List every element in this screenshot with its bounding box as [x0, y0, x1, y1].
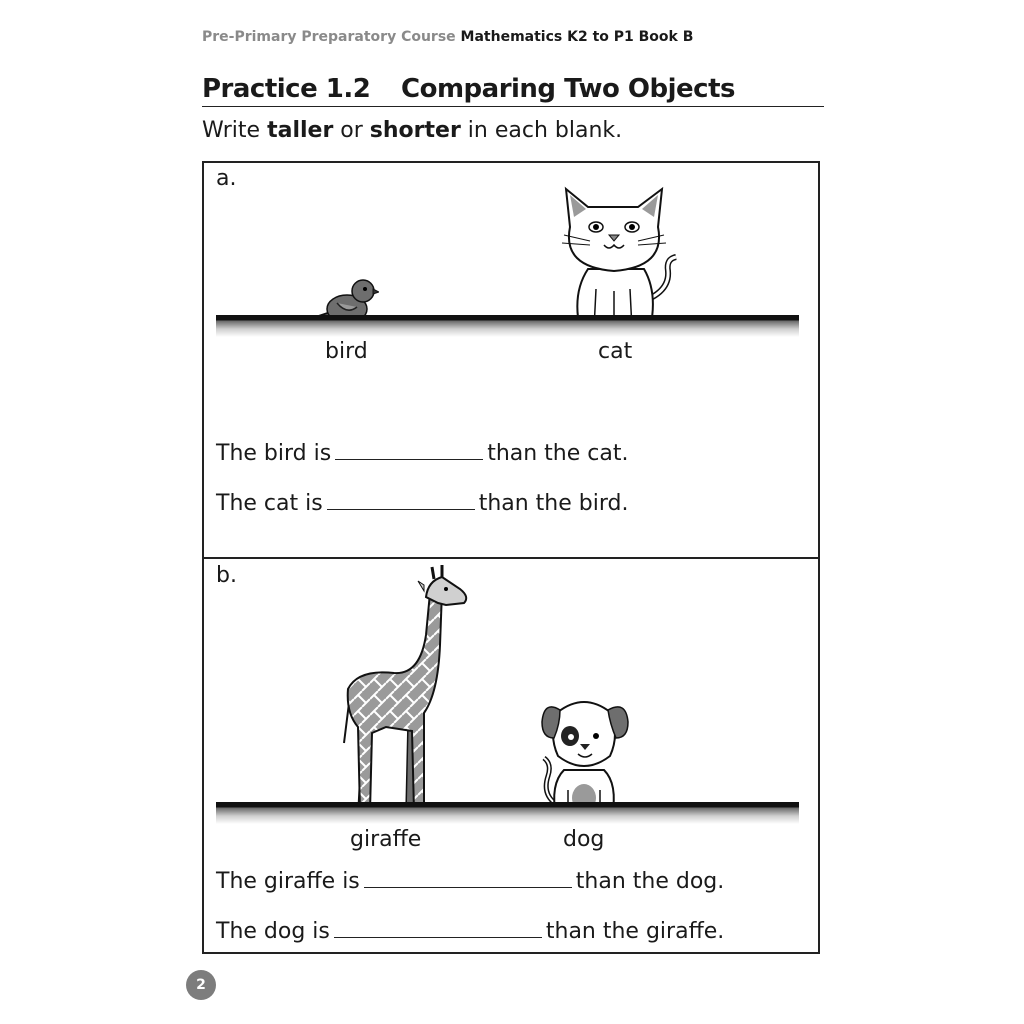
sentence-b2-start: The dog is: [216, 919, 330, 944]
answer-blank-a1[interactable]: [335, 439, 483, 460]
instruction-prefix: Write: [202, 118, 268, 143]
keyword-shorter: shorter: [369, 118, 461, 143]
instruction-text: [202, 118, 622, 143]
section-divider: [202, 557, 820, 559]
sentence-a1-end: than the cat.: [487, 441, 629, 466]
label-giraffe: giraffe: [350, 827, 422, 852]
course-name: Pre-Primary Preparatory Course: [202, 29, 456, 45]
instruction-middle: or: [333, 118, 370, 143]
sentence-b2: [216, 917, 724, 944]
label-bird: bird: [325, 339, 368, 364]
sentence-b1-start: The giraffe is: [216, 869, 360, 894]
page-header: [202, 29, 693, 45]
sentence-a1: [216, 439, 628, 466]
sentence-a1-start: The bird is: [216, 441, 332, 466]
page-number: 2: [186, 970, 216, 1000]
instruction-suffix: in each blank.: [460, 118, 623, 143]
practice-number: Practice 1.2: [202, 74, 371, 104]
keyword-taller: taller: [267, 118, 334, 143]
sentence-a2-start: The cat is: [216, 491, 323, 516]
giraffe-icon: [338, 563, 472, 815]
sentence-b1: [216, 867, 724, 894]
sentence-a2: [216, 489, 628, 516]
answer-blank-a2[interactable]: [327, 489, 475, 510]
answer-blank-b1[interactable]: [364, 867, 572, 888]
practice-title: Comparing Two Objects: [401, 74, 735, 104]
ground-line-b: [216, 802, 799, 824]
sentence-b1-end: than the dog.: [575, 869, 725, 894]
label-cat: cat: [598, 339, 633, 364]
label-dog: dog: [563, 827, 605, 852]
page-title: [202, 72, 824, 107]
book-name: Mathematics K2 to P1 Book B: [460, 29, 694, 45]
sentence-b2-end: than the giraffe.: [545, 919, 725, 944]
answer-blank-b2[interactable]: [334, 917, 542, 938]
ground-line-a: [216, 315, 799, 337]
sentence-a2-end: than the bird.: [478, 491, 629, 516]
cat-icon: [558, 183, 682, 329]
section-a-letter: a.: [216, 166, 237, 191]
dog-icon: [538, 694, 630, 818]
section-b-letter: b.: [216, 563, 237, 588]
